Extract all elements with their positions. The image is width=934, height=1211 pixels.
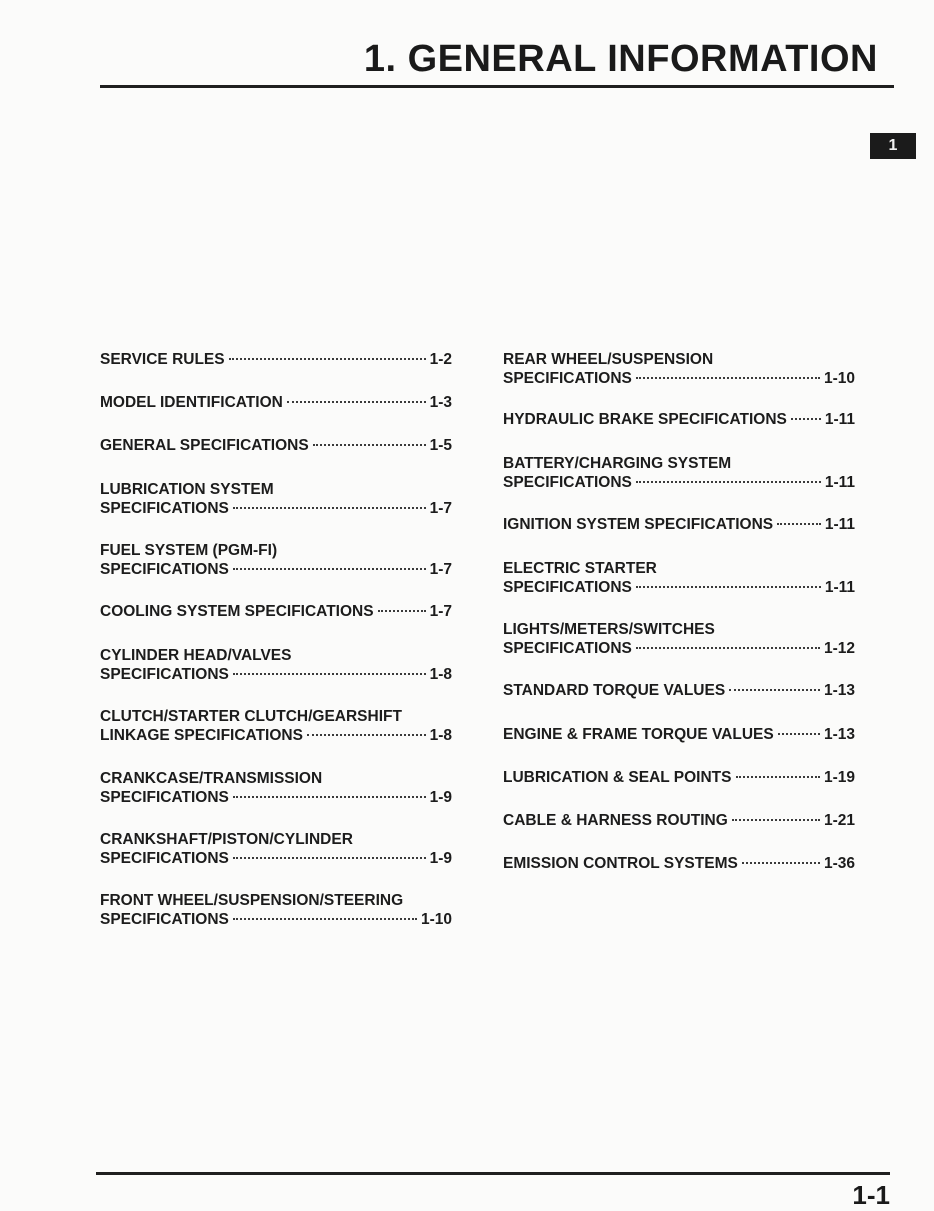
toc-entry [503, 620, 855, 658]
toc-entry [503, 559, 855, 597]
toc-entry-page: 1-7 [429, 561, 452, 578]
toc-entry-title: SPECIFICATIONS [100, 850, 229, 867]
toc-entry-title: SPECIFICATIONS [503, 579, 632, 596]
toc-entry [100, 891, 452, 929]
toc-entry-title: MODEL IDENTIFICATION [100, 394, 283, 411]
toc-entry-title: SPECIFICATIONS [100, 561, 229, 578]
toc-entry-title: SPECIFICATIONS [503, 640, 632, 657]
dot-leader [791, 418, 821, 420]
toc-entry-row [503, 473, 855, 492]
toc-entry-title: CABLE & HARNESS ROUTING [503, 812, 728, 829]
dot-leader [777, 523, 821, 525]
toc-entry-title: LIGHTS/METERS/SWITCHES [503, 621, 715, 638]
page-number: 1-1 [852, 1180, 890, 1210]
dot-leader [729, 689, 820, 691]
title-rule [100, 85, 894, 88]
toc-entry-row [100, 350, 452, 369]
dot-leader [233, 857, 426, 859]
toc-entry-page: 1-13 [823, 726, 855, 743]
toc-entry-row [503, 725, 855, 744]
toc-entry [503, 454, 855, 492]
toc-entry-title: SPECIFICATIONS [100, 500, 229, 517]
dot-leader [233, 796, 426, 798]
toc-entry-row [100, 436, 452, 455]
dot-leader [233, 673, 426, 675]
toc-entry-page: 1-5 [429, 437, 452, 454]
toc-entry-row [503, 515, 855, 534]
toc-entry-row [100, 910, 452, 929]
toc-entry-title: FUEL SYSTEM (PGM-FI) [100, 542, 278, 559]
toc-entry-row [100, 665, 452, 684]
toc-entry [503, 681, 855, 700]
toc-entry-row [503, 811, 855, 830]
toc-entry-row [503, 639, 855, 658]
dot-leader [778, 733, 820, 735]
dot-leader [287, 401, 426, 403]
toc-entry-page: 1-7 [429, 603, 452, 620]
dot-leader [636, 377, 820, 379]
toc-entry [100, 646, 452, 684]
dot-leader [636, 647, 820, 649]
toc-entry-page: 1-11 [824, 411, 855, 428]
toc-entry-title: COOLING SYSTEM SPECIFICATIONS [100, 603, 374, 620]
dot-leader [736, 776, 820, 778]
toc-entry [100, 769, 452, 807]
toc-entry-page: 1-10 [823, 370, 855, 387]
toc-entry-title: LINKAGE SPECIFICATIONS [100, 727, 303, 744]
toc-entry-row [100, 560, 452, 579]
toc-entry-title: SERVICE RULES [100, 351, 225, 368]
footer-rule [96, 1172, 890, 1175]
toc-entry-title: EMISSION CONTROL SYSTEMS [503, 855, 738, 872]
toc-entry-page: 1-3 [429, 394, 452, 411]
dot-leader [742, 862, 820, 864]
toc-entry-title: SPECIFICATIONS [100, 666, 229, 683]
toc-entry-page: 1-11 [824, 474, 855, 491]
toc-entry [100, 350, 452, 369]
toc-entry [100, 480, 452, 518]
toc-entry-row [503, 681, 855, 700]
toc-entry [503, 350, 855, 388]
toc-entry-page: 1-2 [429, 351, 452, 368]
toc-entry-title: SPECIFICATIONS [503, 370, 632, 387]
toc-entry-row [100, 788, 452, 807]
toc-entry-title: LUBRICATION SYSTEM [100, 481, 274, 498]
dot-leader [233, 918, 417, 920]
toc-entry-title: LUBRICATION & SEAL POINTS [503, 769, 732, 786]
toc-entry-title: CLUTCH/STARTER CLUTCH/GEARSHIFT [100, 708, 402, 725]
dot-leader [636, 586, 821, 588]
page-title: 1. GENERAL INFORMATION [363, 38, 878, 80]
toc-entry-page: 1-7 [429, 500, 452, 517]
toc-entry-page: 1-9 [429, 850, 452, 867]
toc-entry-title: ENGINE & FRAME TORQUE VALUES [503, 726, 774, 743]
toc-entry-page: 1-9 [429, 789, 452, 806]
toc-entry-page: 1-10 [420, 911, 452, 928]
toc-entry [503, 768, 855, 787]
dot-leader [313, 444, 426, 446]
toc-entry-title: FRONT WHEEL/SUSPENSION/STEERING [100, 892, 404, 909]
dot-leader [233, 507, 426, 509]
toc-entry [100, 436, 452, 455]
toc-entry [100, 830, 452, 868]
toc-entry-page: 1-11 [824, 516, 855, 533]
section-tab: 1 [870, 133, 916, 159]
toc-entry-title: IGNITION SYSTEM SPECIFICATIONS [503, 516, 774, 533]
toc-entry-row [100, 393, 452, 412]
toc-entry-title: SPECIFICATIONS [100, 789, 229, 806]
toc-entry-title: ELECTRIC STARTER [503, 560, 657, 577]
toc-entry-title: GENERAL SPECIFICATIONS [100, 437, 309, 454]
toc-entry-page: 1-12 [823, 640, 855, 657]
toc-entry [503, 854, 855, 873]
toc-entry-title: REAR WHEEL/SUSPENSION [503, 351, 714, 368]
toc-entry-page: 1-11 [824, 579, 855, 596]
toc-entry-row [503, 369, 855, 388]
toc-entry-row [503, 854, 855, 873]
toc-entry [503, 515, 855, 534]
toc-entry-row [503, 410, 855, 429]
toc-entry-row [100, 499, 452, 518]
toc-entry [100, 541, 452, 579]
toc-entry-title: SPECIFICATIONS [100, 911, 229, 928]
toc-entry-page: 1-8 [429, 666, 452, 683]
toc-entry-row [503, 578, 855, 597]
dot-leader [378, 610, 426, 612]
toc-entry-row [503, 768, 855, 787]
dot-leader [229, 358, 426, 360]
toc-entry [100, 707, 452, 745]
dot-leader [307, 734, 426, 736]
toc-entry-row [100, 602, 452, 621]
toc-entry-title: CYLINDER HEAD/VALVES [100, 647, 292, 664]
toc-entry-page: 1-13 [823, 682, 855, 699]
toc-entry [100, 393, 452, 412]
toc-entry [503, 811, 855, 830]
toc-entry [100, 602, 452, 621]
toc-entry-title: BATTERY/CHARGING SYSTEM [503, 455, 732, 472]
dot-leader [636, 481, 821, 483]
toc-entry [503, 410, 855, 429]
dot-leader [732, 819, 820, 821]
toc-entry-title: STANDARD TORQUE VALUES [503, 682, 726, 699]
toc-entry-page: 1-36 [823, 855, 855, 872]
toc-entry-page: 1-19 [823, 769, 855, 786]
toc-entry-title: HYDRAULIC BRAKE SPECIFICATIONS [503, 411, 787, 428]
toc-entry-title: CRANKSHAFT/PISTON/CYLINDER [100, 831, 353, 848]
toc-entry-page: 1-21 [823, 812, 855, 829]
dot-leader [233, 568, 426, 570]
toc-entry-row [100, 726, 452, 745]
toc-entry-page: 1-8 [429, 727, 452, 744]
toc-entry-row [100, 849, 452, 868]
toc-entry [503, 725, 855, 744]
toc-entry-title: CRANKCASE/TRANSMISSION [100, 770, 323, 787]
toc-entry-title: SPECIFICATIONS [503, 474, 632, 491]
